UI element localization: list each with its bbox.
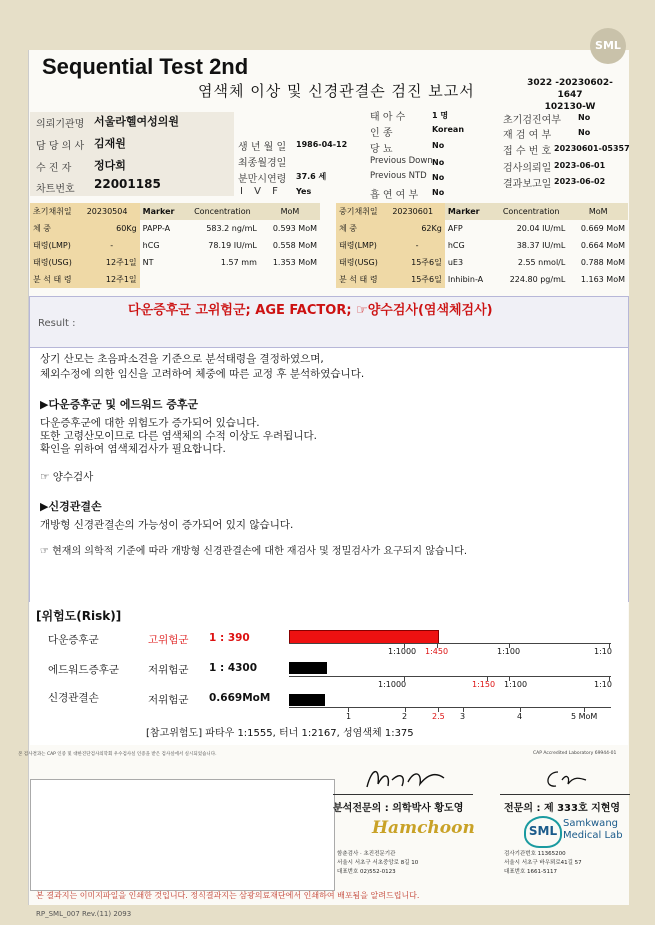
sml-lab-name-2: Medical Lab	[563, 830, 623, 841]
intro-line-2: 체외수정에 의한 임신을 고려하여 체중에 따른 교정 후 분석하였습니다.	[40, 368, 365, 380]
second-ga-lmp-value: -	[389, 237, 445, 254]
receipt-label: 접 수 번 호	[503, 146, 552, 157]
risk-row-ntd-name: 신경관결손	[48, 692, 99, 704]
second-ga-lmp-label: 태령(LMP)	[336, 237, 389, 254]
cap-number: CAP Accredited Laboratory 69944-01	[533, 751, 617, 756]
risk-row-ntd-grade: 저위험군	[148, 694, 189, 706]
second-marker-mom: 0.788 MoM	[580, 258, 625, 267]
sml-lab-logo-icon: SML	[524, 816, 562, 848]
age-label: 분만시연령	[238, 174, 287, 185]
risk-row-edwards-value: 1 : 4300	[209, 662, 258, 674]
second-ga-usg-value: 15주6일	[389, 254, 445, 271]
first-marker-conc: 583.2 ng/mL	[206, 224, 257, 233]
first-ga-lmp-label: 태령(LMP)	[30, 237, 84, 254]
analyst-sign-line	[333, 794, 473, 795]
second-marker-mom: 1.163 MoM	[580, 275, 625, 284]
doctor-label: 담 당 의 사	[36, 141, 85, 152]
second-marker-name: uE3	[447, 258, 464, 267]
first-marker-conc: 1.57 mm	[220, 258, 257, 267]
dob-value: 1986-04-12	[296, 140, 348, 149]
report-title: Sequential Test 2nd	[42, 54, 249, 79]
risk-axis-1	[289, 643, 611, 644]
second-marker-mom: 0.664 MoM	[580, 241, 625, 250]
receipt-value: 20230601-05357	[554, 144, 630, 153]
first-col-conc: Concentration	[185, 203, 260, 220]
axis3-label: 5 MoM	[571, 712, 598, 721]
second-ga-usg-label: 태령(USG)	[336, 254, 389, 271]
section2-line-2: ☞ 현재의 의학적 기준에 따라 개방형 신경관결손에 대한 재검사 및 정밀검사가 요구되지 않습니다.	[40, 546, 468, 557]
risk-axis-3	[289, 707, 611, 708]
second-marker-name: Inhibin-A	[447, 275, 484, 284]
risk-row-down-name: 다운증후군	[48, 634, 99, 646]
request-date-value: 2023-06-01	[554, 161, 606, 170]
axis2-label: 1:100	[504, 680, 528, 689]
first-ga-usg-label: 태령(USG)	[30, 254, 84, 271]
document-number	[520, 77, 620, 113]
reference-risk: [참고위험도] 파타우 1:1555, 터너 1:2167, 성염색체 1:375	[146, 728, 414, 739]
first-marker-name: NT	[142, 258, 154, 267]
second-col-conc: Concentration	[494, 203, 568, 220]
second-marker-conc: 2.55 nmol/L	[517, 258, 566, 267]
axis1-label: 1:10	[594, 647, 612, 656]
analyst-name: 분석전문의 : 의학박사 황도영	[333, 803, 464, 814]
report-date-value: 2023-06-02	[554, 177, 606, 186]
retest-label: 재 검 여 부	[503, 130, 552, 141]
lmp-label: 최종월경일	[238, 158, 287, 169]
first-marker-mom: 1.353 MoM	[272, 258, 317, 267]
hamchoon-address	[337, 850, 418, 877]
sml-lab-name	[563, 818, 623, 842]
cap-note: 본 검사결과는 CAP 인증 및 대한진단검사의학회 우수검사실 인증을 받은 검사실에서 실시되었습니다.	[18, 752, 217, 757]
hamchoon-addr-1: 함춘검사 · 초진전문기관	[337, 851, 396, 857]
analyst-signature	[362, 762, 452, 794]
result-headline: 다운증후군 고위험군; AGE FACTOR; ☞양수검사(염색체검사)	[128, 303, 493, 318]
risk-row-edwards-grade: 저위험군	[148, 664, 189, 676]
risk-row-down-grade: 고위험군	[148, 634, 189, 646]
report-date-label: 결과보고일	[503, 179, 552, 190]
dob-label: 생 년 월 일	[238, 142, 287, 153]
initial-label: 초기검진여부	[503, 115, 561, 126]
hamchoon-addr-3: 대표번호 02)552-0123	[337, 869, 396, 875]
first-marker-mom: 0.558 MoM	[272, 241, 317, 250]
hamchoon-addr-2: 서울시 서초구 서초중앙로 8길 10	[337, 860, 419, 866]
axis2-label-cutoff: 1:150	[472, 680, 496, 689]
specialist-sign-line	[500, 794, 630, 795]
sml-logo: SML	[590, 28, 626, 64]
sml-addr-1: 검사기관번호 11365200	[504, 851, 566, 857]
risk-row-down-value: 1 : 390	[209, 632, 250, 644]
first-ga-ana-value: 12주1일	[84, 271, 140, 288]
risk-bar-edwards	[289, 662, 327, 674]
first-col-marker: Marker	[140, 203, 185, 220]
hamchoon-logo: Hamchoon	[372, 818, 475, 838]
memo-box	[30, 779, 335, 891]
axis3-label: 1	[346, 712, 352, 721]
second-marker-name: AFP	[447, 224, 463, 233]
sml-addr-3: 대표번호 1661-5117	[504, 869, 557, 875]
axis1-label: 1:1000	[388, 647, 417, 656]
second-weight-value: 62Kg	[389, 220, 445, 237]
prev-down-label: Previous Down	[370, 156, 433, 166]
section1-line-2: 또한 고령산모이므로 다른 염색체의 수적 이상도 우려됩니다.	[40, 430, 317, 442]
first-col-mom: MoM	[260, 203, 320, 220]
race-label: 인 종	[370, 128, 393, 139]
retest-value: No	[578, 128, 591, 137]
chart-value: 22001185	[94, 177, 161, 191]
first-marker-name: hCG	[142, 241, 160, 250]
smoking-value: No	[432, 188, 445, 197]
second-trimester-table	[336, 203, 628, 288]
second-ga-ana-label: 분 석 태 령	[336, 271, 389, 288]
smoking-label: 흡 연 여 부	[370, 190, 419, 201]
second-marker-name: hCG	[447, 241, 465, 250]
risk-bar-ntd	[289, 694, 325, 706]
prev-ntd-value: No	[432, 173, 445, 182]
axis1-label: 1:100	[497, 647, 521, 656]
first-ga-lmp-value: -	[84, 237, 140, 254]
diabetes-value: No	[432, 141, 445, 150]
first-ga-ana-label: 분 석 태 령	[30, 271, 84, 288]
first-marker-name: PAPP-A	[142, 224, 171, 233]
ivf-value: Yes	[296, 187, 312, 196]
ivf-label: I V F	[240, 186, 282, 197]
prev-down-value: No	[432, 158, 445, 167]
result-label: Result :	[38, 318, 76, 329]
race-value: Korean	[432, 125, 465, 134]
second-ga-ana-value: 15주6일	[389, 271, 445, 288]
first-trimester-table	[30, 203, 320, 288]
axis1-label-cutoff: 1:450	[425, 647, 449, 656]
second-marker-conc: 20.04 IU/mL	[516, 224, 566, 233]
first-weight-label: 체 중	[30, 220, 84, 237]
doc-no-line1: 3022 -20230602-1647	[527, 78, 613, 100]
first-weight-value: 60Kg	[84, 220, 140, 237]
section2-title: ▶신경관결손	[40, 500, 102, 513]
specialist-name: 전문의 : 제 333호 지현영	[504, 803, 621, 814]
section1-title: ▶다운증후군 및 에드워드 증후군	[40, 398, 199, 411]
second-date-value: 20230601	[389, 203, 445, 220]
section1-line-4: ☞ 양수검사	[40, 471, 94, 483]
second-date-label: 중기채취일	[336, 203, 389, 220]
section1-line-3: 확인을 위하여 염색체검사가 필요합니다.	[40, 443, 226, 455]
second-col-mom: MoM	[568, 203, 628, 220]
request-date-label: 검사의뢰일	[503, 163, 552, 174]
initial-value: No	[578, 113, 591, 122]
axis3-label-cutoff: 2.5	[432, 712, 445, 721]
first-marker-conc: 78.19 IU/mL	[208, 241, 257, 250]
risk-row-edwards-name: 에드워드증후군	[48, 664, 120, 676]
institution-label: 의뢰기관명	[36, 119, 85, 130]
second-col-marker: Marker	[445, 203, 494, 220]
axis2-label: 1:10	[594, 680, 612, 689]
section2-line-1: 개방형 신경관결손의 가능성이 증가되어 있지 않습니다.	[40, 519, 294, 531]
first-date-label: 초기채취일	[30, 203, 84, 220]
fetus-value: 1 명	[432, 111, 449, 120]
section1-line-1: 다운증후군에 대한 위험도가 증가되어 있습니다.	[40, 417, 260, 429]
axis3-label: 3	[460, 712, 466, 721]
name-value: 정다희	[94, 159, 126, 172]
age-value: 37.6 세	[296, 172, 327, 181]
axis3-label: 2	[402, 712, 408, 721]
risk-title: [위험도(Risk)]	[36, 609, 122, 623]
doc-no-line2: 102130-W	[544, 102, 596, 112]
second-marker-conc: 224.80 pg/mL	[509, 275, 566, 284]
fetus-label: 태 아 수	[370, 112, 406, 123]
institution-value: 서울라헬여성의원	[94, 115, 180, 128]
revision-code: RP_SML_007 Rev.(11) 2093	[36, 910, 132, 918]
sml-addr-2: 서울시 서초구 바우뫼로41길 57	[504, 860, 582, 866]
first-date-value: 20230504	[84, 203, 140, 220]
chart-label: 차트번호	[36, 184, 75, 195]
axis2-label: 1:1000	[378, 680, 407, 689]
axis3-label: 4	[517, 712, 523, 721]
footer-note: 본 결과지는 이미지파일을 인쇄한 것입니다. 정식결과지는 삼광의료재단에서 인쇄하여 배포됨을 알려드립니다.	[36, 891, 420, 900]
sml-address	[504, 850, 582, 877]
report-subtitle: 염색체 이상 및 신경관결손 검진 보고서	[198, 82, 475, 100]
risk-bar-down	[289, 630, 439, 644]
risk-axis-2	[289, 676, 611, 677]
prev-ntd-label: Previous NTD	[370, 171, 427, 181]
second-marker-mom: 0.669 MoM	[580, 224, 625, 233]
risk-row-ntd-value: 0.669MoM	[209, 692, 271, 704]
specialist-signature	[540, 766, 590, 792]
sml-lab-name-1: Samkwang	[563, 818, 618, 829]
name-label: 수 진 자	[36, 163, 72, 174]
doctor-value: 김재원	[94, 137, 126, 150]
first-marker-mom: 0.593 MoM	[272, 224, 317, 233]
intro-line-1: 상기 산모는 초음파소견을 기준으로 분석태령을 결정하였으며,	[40, 353, 324, 365]
first-ga-usg-value: 12주1일	[84, 254, 140, 271]
second-weight-label: 체 중	[336, 220, 389, 237]
second-marker-conc: 38.37 IU/mL	[516, 241, 566, 250]
diabetes-label: 당 뇨	[370, 144, 393, 155]
